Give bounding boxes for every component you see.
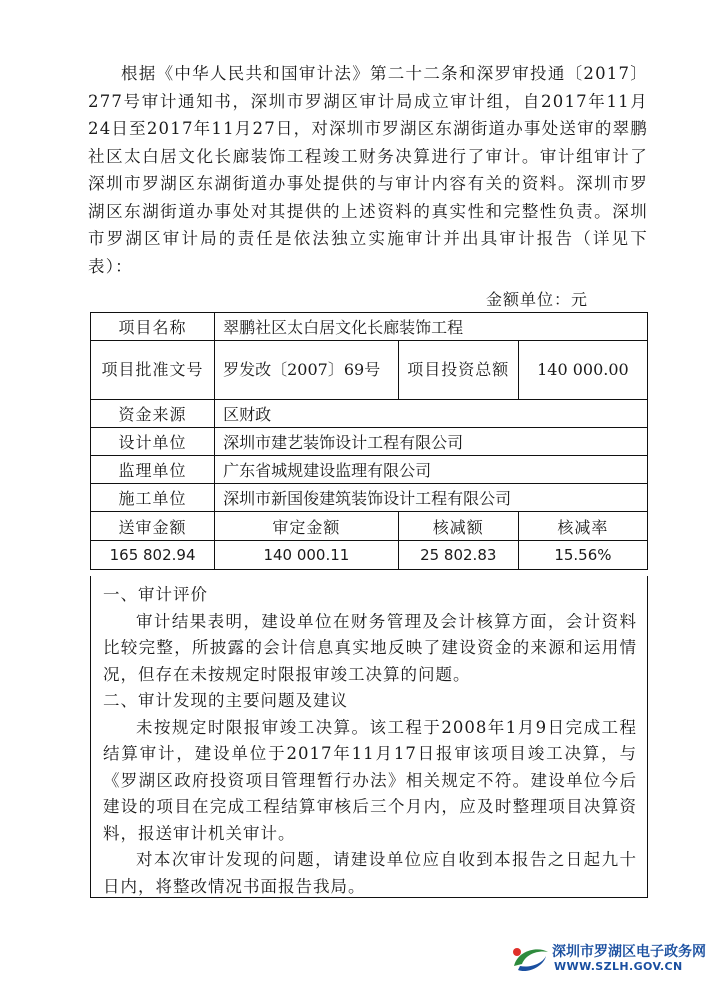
supervision-unit-label: 监理单位	[91, 456, 215, 484]
table-row	[91, 341, 648, 400]
project-name-value: 翠鹏社区太白居文化长廊装饰工程	[215, 313, 648, 341]
amount-value-row	[91, 541, 648, 570]
findings-text: 未按规定时限报审竣工决算。该工程于2008年1月9日完成工程结算审计，建设单位于2017年11月17日报审该项目竣工决算，与《罗湖区政府投资项目管理暂行办法》相关规定不符。建设单位今后建设的项目在完成工程结算审核后三个月内，应及时整理项目决算资料，报送审计机关审计。	[103, 717, 637, 843]
table-row	[91, 313, 648, 341]
site-watermark	[508, 938, 704, 978]
site-name: 深圳市罗湖区电子政务网	[552, 944, 706, 960]
closing-text: 对本次审计发现的问题，请建设单位应自收到本报告之日起九十日内，将整改情况书面报告我局。	[103, 850, 637, 896]
fund-source-label: 资金来源	[91, 400, 215, 428]
approval-doc-value: 罗发改〔2007〕69号	[215, 341, 399, 400]
project-name-label: 项目名称	[91, 313, 215, 341]
audit-findings-block	[90, 576, 648, 898]
project-info-table	[90, 312, 648, 570]
table-row	[91, 400, 648, 428]
intro-paragraph: 根据《中华人民共和国审计法》第二十二条和深罗审投通〔2017〕277号审计通知书，深圳市罗湖区审计局成立审计组，自2017年11月24日至2017年11月27日，对深圳市罗湖区东湖街道办事处送审的翠鹏社区太白居文化长廊装饰工程竣工财务决算进行了审计。审计组审计了深圳市罗湖区东湖街道办事处提供的与审计内容有关的资料。深圳市罗湖区东湖街道办事处对其提供的上述资料的真实性和完整性负责。深圳市罗湖区审计局的责任是依法独立实施审计并出具审计报告（详见下表）：	[88, 64, 648, 276]
design-unit-label: 设计单位	[91, 428, 215, 456]
swirl-logo-icon	[508, 940, 552, 976]
design-unit-value: 深圳市建艺装饰设计工程有限公司	[215, 428, 648, 456]
evaluation-heading: 一、审计评价	[103, 585, 208, 604]
table-row	[91, 428, 648, 456]
amount-header: 审定金额	[215, 512, 399, 541]
construction-unit-label: 施工单位	[91, 484, 215, 512]
investment-label: 项目投资总额	[398, 341, 518, 400]
supervision-unit-value: 广东省城规建设监理有限公司	[215, 456, 648, 484]
table-row	[91, 456, 648, 484]
reduction-rate: 15.56%	[518, 541, 647, 570]
approval-doc-label: 项目批准文号	[91, 341, 215, 400]
construction-unit-value: 深圳市新国俊建筑装饰设计工程有限公司	[215, 484, 648, 512]
reduction-amount: 25 802.83	[398, 541, 518, 570]
findings-heading: 二、审计发现的主要问题及建议	[103, 691, 348, 710]
evaluation-text: 审计结果表明，建设单位在财务管理及会计核算方面，会计资料比较完整，所披露的会计信息真实地反映了建设资金的来源和运用情况，但存在未按规定时限报审竣工决算的问题。	[103, 611, 637, 684]
approved-amount: 140 000.11	[215, 541, 399, 570]
amount-unit-note: 金额单位：元	[486, 290, 589, 309]
investment-value: 140 000.00	[518, 341, 647, 400]
submitted-amount: 165 802.94	[91, 541, 215, 570]
amount-header: 核减额	[398, 512, 518, 541]
amount-header: 核减率	[518, 512, 647, 541]
amount-header-row	[91, 512, 648, 541]
table-row	[91, 484, 648, 512]
fund-source-value: 区财政	[215, 400, 648, 428]
amount-header: 送审金额	[91, 512, 215, 541]
site-url: WWW.SZLH.GOV.CN	[554, 960, 683, 973]
